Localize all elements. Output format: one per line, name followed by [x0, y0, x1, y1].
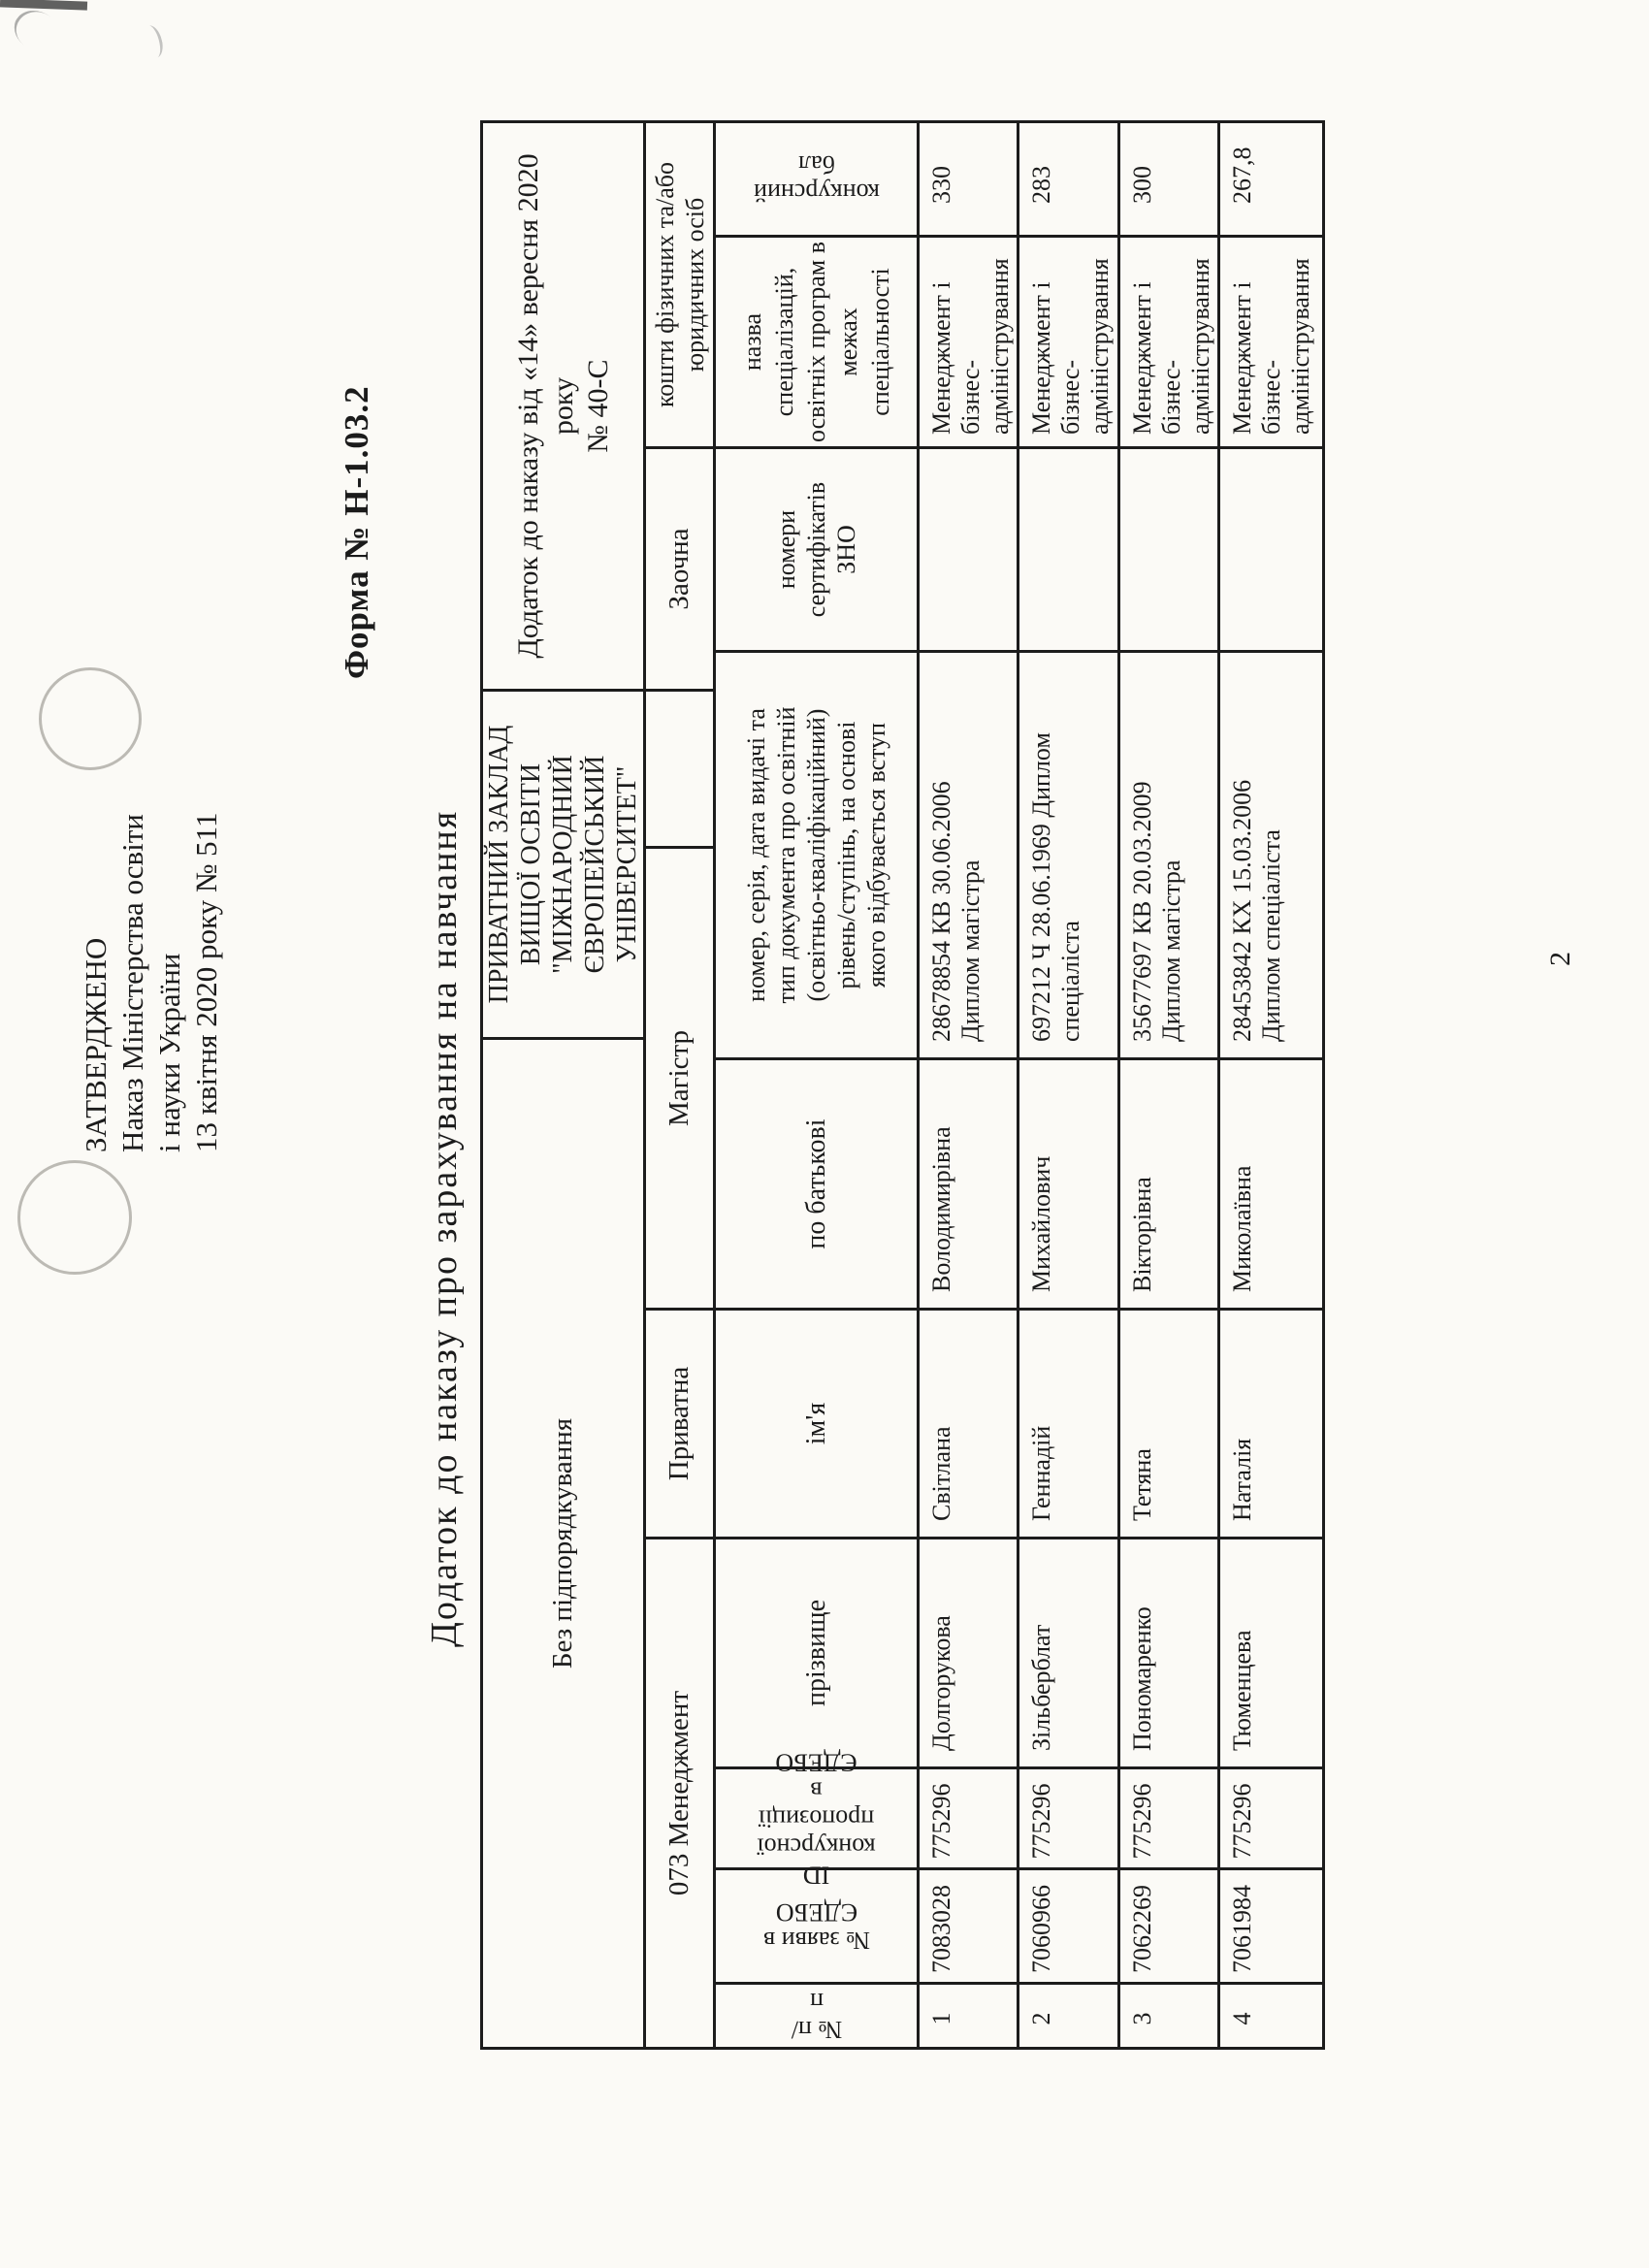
row2-program: Менеджмент і бізнес- адміністрування — [1019, 235, 1120, 446]
header-program: назва спеціалізацій, освітніх програм в межах спеціальності — [716, 235, 920, 446]
row4-application-id: 7061984 — [1220, 1867, 1325, 1982]
row4-surname: Тюменцева — [1220, 1537, 1325, 1766]
row3-proposal-id: 775296 — [1120, 1766, 1220, 1867]
header-proposal-id — [716, 1747, 920, 1889]
row3-name: Тетяна — [1120, 1308, 1220, 1537]
cell-order-ref: Додаток до наказу від «14» вересня 2020 року № 40-С — [483, 120, 646, 689]
cell-ownership: Приватна — [646, 1308, 716, 1537]
header-score — [716, 120, 920, 235]
cell-funding: кошти фізичних та/або юридичних осіб — [646, 120, 716, 446]
row1-document: 28678854 КВ 30.06.2006 Диплом магістра — [920, 650, 1019, 1057]
row3-score: 300 — [1120, 120, 1220, 235]
header-proposal-id-label: ID конкурсної пропозиції в ЄДЕБО — [757, 1747, 876, 1889]
row4-zno — [1220, 446, 1325, 650]
row3-application-id: 7062269 — [1120, 1867, 1220, 1982]
row3-patronymic: Вікторівна — [1120, 1057, 1220, 1308]
header-application-id-label: № заяви в ЄДЕБО — [762, 1897, 870, 1955]
row4-patronymic: Миколаївна — [1220, 1057, 1325, 1308]
cell-institution: ПРИВАТНИЙ ЗАКЛАД ВИЩОЇ ОСВІТИ "МІЖНАРОДНИЙ ЄВРОПЕЙСЬКИЙ УНІВЕРСИТЕТ" — [483, 689, 646, 1037]
row2-surname: Зільберблат — [1019, 1537, 1120, 1766]
approval-block: ЗАТВЕРДЖЕНО Наказ Міністерства освіти і науки України 13 квітня 2020 року № 511 — [79, 812, 223, 1152]
row1-name: Світлана — [920, 1308, 1019, 1537]
row1-program: Менеджмент і бізнес- адміністрування — [920, 235, 1019, 446]
row1-num: 1 — [920, 1982, 1019, 2047]
row4-name: Наталія — [1220, 1308, 1325, 1537]
row3-document: 35677697 КВ 20.03.2009 Диплом магістра — [1120, 650, 1220, 1057]
row3-num: 3 — [1120, 1982, 1220, 2047]
row2-score: 283 — [1019, 120, 1120, 235]
header-name: ім'я — [716, 1308, 920, 1537]
row2-proposal-id: 775296 — [1019, 1766, 1120, 1867]
header-score-label: конкурсний бал — [753, 150, 880, 208]
page-title: Додаток до наказу про зарахування на навчання — [424, 809, 465, 1647]
header-patronymic: по батькові — [716, 1057, 920, 1308]
row1-application-id: 7083028 — [920, 1867, 1019, 1982]
header-num-label: № п/п — [791, 1988, 842, 2044]
header-zno: номери сертифікатів ЗНО — [716, 446, 920, 650]
row3-zno — [1120, 446, 1220, 650]
row4-program: Менеджмент і бізнес- адміністрування — [1220, 235, 1325, 446]
row2-zno — [1019, 446, 1120, 650]
row4-score: 267,8 — [1220, 120, 1325, 235]
row1-patronymic: Володимирівна — [920, 1057, 1019, 1308]
row1-score: 330 — [920, 120, 1019, 235]
row1-proposal-id: 775296 — [920, 1766, 1019, 1867]
form-code: Форма № Н-1.03.2 — [338, 385, 375, 679]
row3-program: Менеджмент і бізнес- адміністрування — [1120, 235, 1220, 446]
row3-surname: Пономаренко — [1120, 1537, 1220, 1766]
cell-specialty: 073 Менеджмент — [646, 1537, 716, 2047]
row4-proposal-id: 775296 — [1220, 1766, 1325, 1867]
row1-zno — [920, 446, 1019, 650]
row2-num: 2 — [1019, 1982, 1120, 2047]
cell-empty — [646, 689, 716, 846]
header-num — [716, 1982, 920, 2047]
row2-application-id: 7060966 — [1019, 1867, 1120, 1982]
header-surname: прізвище — [716, 1537, 920, 1766]
cell-study-form: Заочна — [646, 446, 716, 689]
page-number: 2 — [1544, 952, 1576, 966]
cell-subordination: Без підпорядкування — [483, 1037, 646, 2047]
row4-num: 4 — [1220, 1982, 1325, 2047]
row4-document: 28453842 КХ 15.03.2006 Диплом спеціаліста — [1220, 650, 1325, 1057]
cell-degree: Магістр — [646, 846, 716, 1308]
row1-surname: Долгорукова — [920, 1537, 1019, 1766]
header-document: номер, серія, дата видачі та тип документа про освітній (освітньо-кваліфікаційний) рівень/ступінь, на основі якого відбувається вступ — [716, 650, 920, 1057]
enrollment-table — [480, 120, 1325, 2050]
row2-name: Геннадій — [1019, 1308, 1120, 1537]
row2-patronymic: Михайлович — [1019, 1057, 1120, 1308]
row2-document: 697212 Ч 28.06.1969 Диплом спеціаліста — [1019, 650, 1120, 1057]
